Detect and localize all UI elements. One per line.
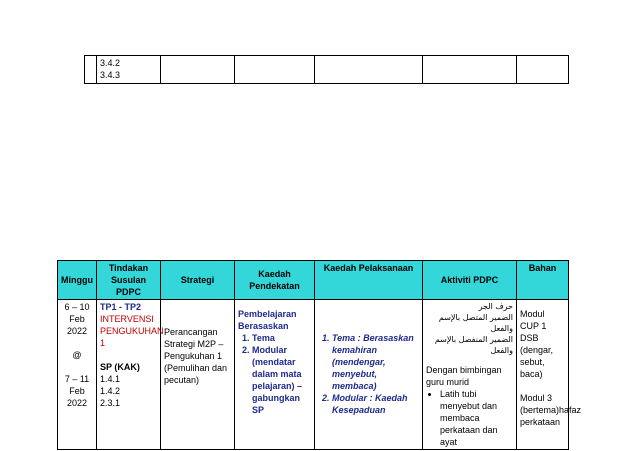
header-bahan: Bahan [517, 261, 569, 300]
cell-empty [315, 56, 423, 84]
header-row [58, 261, 569, 300]
header-tindakan: Tindakan Susulan PDPC [97, 261, 161, 300]
list-item: • Latih tubi menyebut dan membaca perkataan dan ayat [440, 388, 513, 448]
aktiviti-text: guru murid [426, 377, 470, 387]
week-range: 6 – 10 [64, 302, 90, 312]
sp-label: SP (KAK) [100, 362, 140, 372]
table-row [58, 300, 569, 450]
strategi-text: (Pemulihan dan [164, 363, 228, 373]
arabic-text: الضمير المنفصل بالإسم والفعل [434, 335, 513, 355]
header-strategi: Strategi [161, 261, 235, 300]
kaedah-text: Pembelajaran [238, 309, 297, 319]
bahan-text: (bertema)hafaz [520, 405, 582, 415]
sp-code: 1.4.2 [100, 386, 121, 396]
strategi-text: Pengukuhan 1 [164, 351, 223, 361]
code-item: 3.4.2 [100, 58, 121, 68]
cell-empty [423, 56, 517, 84]
previous-page-table [84, 55, 569, 84]
week-separator: @ [72, 350, 82, 360]
intervensi-label: PENGUKUHAN [100, 326, 164, 336]
arabic-text: حرف الجر [478, 302, 513, 311]
cell-bahan [517, 300, 582, 450]
cell-pelaksanaan [315, 300, 423, 450]
table-row [85, 56, 569, 84]
cell-empty [517, 56, 569, 84]
week-range: 7 – 11 [64, 374, 90, 384]
kaedah-list [238, 332, 311, 416]
aktiviti-text: Dengan bimbingan [426, 365, 502, 375]
bahan-text: perkataan [520, 417, 561, 427]
cell-tindakan [97, 300, 164, 450]
sp-code: 1.4.1 [100, 374, 121, 384]
aktiviti-list [426, 388, 513, 448]
kaedah-text: Berasaskan [238, 321, 289, 331]
tp-label: TP1 - TP2 [100, 302, 142, 312]
header-pelaksanaan: Kaedah Pelaksanaan [315, 261, 423, 300]
week-month: Feb [69, 314, 85, 324]
bahan-text: sebut, baca) [520, 357, 545, 379]
list-item: 1. Tema : Berasaskan kemahiran (mendengar, menyebut, membaca) [332, 332, 419, 392]
week-month: Feb [69, 386, 85, 396]
cell-empty [235, 56, 315, 84]
list-item: 1. Tema [252, 332, 311, 344]
cell-empty [85, 56, 97, 84]
sp-code: 2.3.1 [100, 398, 121, 408]
list-item: 2. Modular : Kaedah Kesepaduan [332, 392, 419, 416]
strategi-text: pecutan) [164, 375, 200, 385]
week-year: 2022 [66, 326, 88, 336]
intervensi-label: INTERVENSI [100, 314, 154, 324]
lesson-plan-table [57, 260, 582, 450]
cell-minggu [58, 300, 97, 450]
intervensi-label: 1 [100, 338, 106, 348]
strategi-text: Strategi M2P – [164, 339, 224, 349]
header-minggu: Minggu [58, 261, 97, 300]
cell-aktiviti [423, 300, 517, 450]
strategi-text: Perancangan [164, 327, 218, 337]
header-kaedah: Kaedah Pendekatan [235, 261, 315, 300]
cell-codes [97, 56, 161, 84]
arabic-text: الضمير المتصل بالإسم والفعل [438, 313, 513, 333]
bahan-text: DSB (dengar, [520, 333, 554, 355]
pelaksanaan-list [318, 332, 419, 416]
week-year: 2022 [66, 398, 88, 408]
cell-kaedah [235, 300, 315, 450]
list-item: 2. Modular (mendatar dalam mata pelajaran) – gabungkan SP [252, 344, 311, 416]
header-aktiviti: Aktiviti PDPC [423, 261, 517, 300]
cell-empty [161, 56, 235, 84]
cell-strategi [161, 300, 235, 450]
code-item: 3.4.3 [100, 70, 121, 80]
bahan-text: Modul 3 [520, 393, 553, 403]
bahan-text: Modul CUP 1 [520, 309, 547, 331]
